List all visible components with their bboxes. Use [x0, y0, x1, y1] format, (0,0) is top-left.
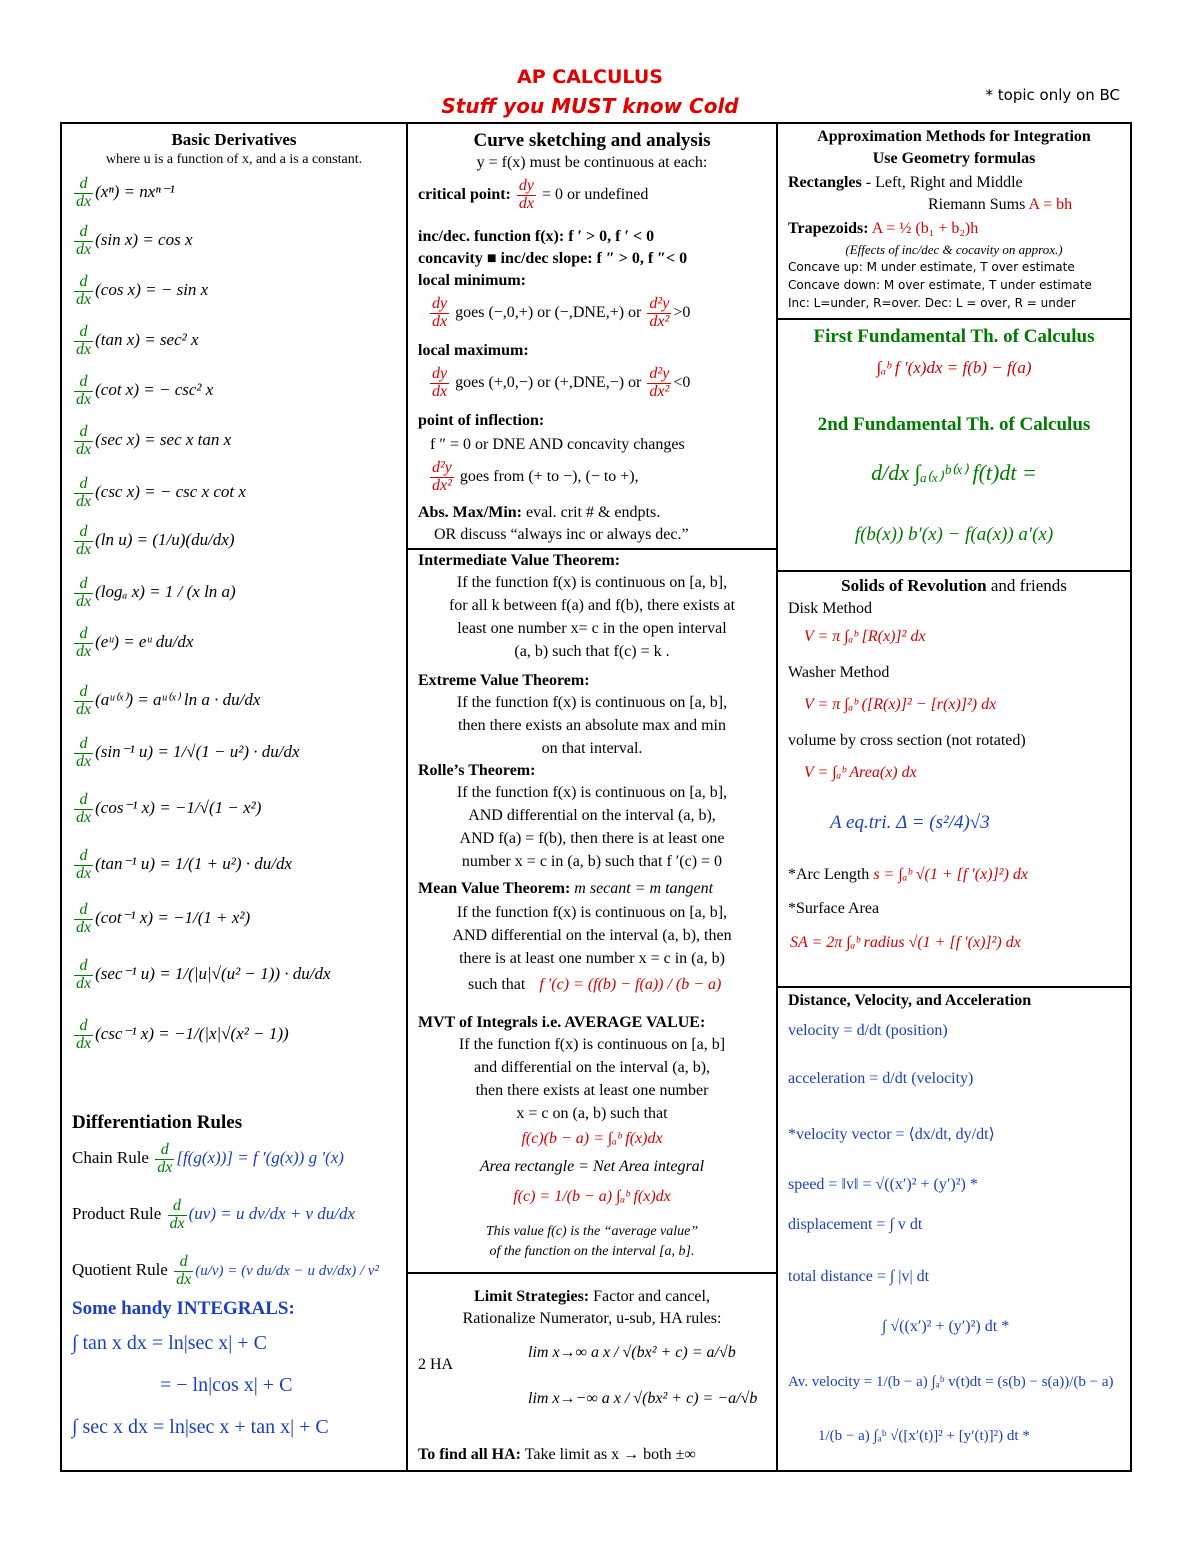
concavity: concavity ■ inc/dec slope: f ″ > 0, f ″< 0 — [418, 250, 688, 267]
concave-down: Concave down: M over estimate, T under estimate — [788, 278, 1092, 292]
riemann — [928, 196, 1130, 214]
chain-rule-label: Chain Rule — [72, 1148, 149, 1168]
cross-section-formula: V = ∫ₐᵇ Area(x) dx — [804, 764, 917, 781]
approx-sub: Use Geometry formulas — [872, 150, 1036, 167]
equilateral-triangle-formula: A eq.tri. Δ = (s²/4)√3 — [830, 812, 990, 833]
ivt-title: Intermediate Value Theorem: — [418, 552, 621, 569]
disk-label: Disk Method — [788, 600, 872, 617]
disk-formula: V = π ∫ₐᵇ [R(x)]² dx — [804, 628, 926, 645]
ftc1-formula: ∫ₐᵇ f ′(x)dx = f(b) − f(a) — [876, 358, 1032, 377]
theorem-line: If the function f(x) is continuous on [a, b] — [458, 1036, 726, 1053]
abs-max-label: Abs. Max/Min: — [418, 504, 522, 521]
ftc2-title: 2nd Fundamental Th. of Calculus — [817, 414, 1091, 435]
d-dx-operator: $\frac{d}{dx}$ — [76, 683, 92, 718]
riemann-formula: A = bh — [1028, 196, 1073, 213]
inc-dec-approx: Inc: L=under, R=over. Dec: L = over, R = under — [788, 296, 1076, 310]
d-dx-operator: $\frac{d}{dx}$ — [76, 523, 92, 558]
ftc2-formula-a: d/dx ∫ₐ₍ₓ₎ᵇ⁽ˣ⁾ f(t)dt = — [871, 460, 1037, 485]
theorem-line: AND differential on the interval (a, b), — [468, 807, 716, 824]
chain-rule-formula: [f(g(x))] = f ′(g(x)) g ′(x) — [176, 1148, 344, 1168]
derivative-formula: (csc x) = − csc x cot x — [95, 482, 246, 502]
curve-sketching-box — [406, 122, 778, 550]
product-rule-formula: (uv) = u dv/dx + v du/dx — [188, 1204, 356, 1224]
ftc1-title: First Fundamental Th. of Calculus — [813, 326, 1095, 347]
evt-title: Extreme Value Theorem: — [418, 672, 590, 689]
local-min-label: local minimum: — [418, 272, 526, 289]
critical-point-text: = 0 or undefined — [541, 185, 649, 203]
avg-formula-3: f(c) = 1/(b − a) ∫ₐᵇ f(x)dx — [513, 1188, 671, 1205]
critical-point-label: critical point: — [418, 185, 511, 203]
find-ha-text: Take limit as x → both ±∞ — [524, 1446, 696, 1463]
quotient-rule-formula: (u/v) = (v du/dx − u dv/dx) / v² — [195, 1263, 380, 1280]
derivative-formula: (xⁿ) = nxⁿ⁻¹ — [95, 182, 175, 202]
mvt-such — [468, 976, 776, 994]
theorem-line: number x = c in (a, b) such that f ′(c) = 0 — [461, 853, 723, 870]
speed: speed = ‖v‖ = √((x′)² + (y′)²) * — [788, 1176, 978, 1193]
washer-formula: V = π ∫ₐᵇ ([R(x)]² − [r(x)]²) dx — [804, 696, 997, 713]
solids-title-2: and friends — [990, 576, 1067, 595]
theorem-line: and differential on the interval (a, b), — [473, 1059, 711, 1076]
dva-title: Distance, Velocity, and Acceleration — [788, 992, 1032, 1009]
theorem-line: (a, b) such that f(c) = k . — [514, 643, 670, 660]
quotient-rule: Quotient Rule $\frac{d}{dx}$ (u/v) = (v du/dx − u dv/dx) / v² — [72, 1253, 380, 1288]
riemann-label: Riemann Sums — [928, 196, 1026, 213]
avg-note-1: This value f(c) is the “average value” — [485, 1224, 699, 1239]
inflection-text: f ″ = 0 or DNE AND concavity changes — [430, 436, 685, 453]
derivative-rule — [72, 736, 300, 771]
d-dx-operator: $\frac{d}{dx}$ — [76, 957, 92, 992]
derivative-rule — [72, 684, 260, 719]
solids-box — [776, 570, 1132, 988]
rect-text: - Left, Right and Middle — [865, 174, 1023, 191]
velocity: velocity = d/dt (position) — [788, 1022, 948, 1039]
surface-area-label: *Surface Area — [788, 900, 880, 917]
limit-formula-2: lim x→−∞ a x / √(bx² + c) = −a/√b — [528, 1390, 758, 1407]
limit-formula-1: lim x→∞ a x / √(bx² + c) = a/√b — [528, 1344, 736, 1361]
limit-title-2: Factor and cancel, — [593, 1288, 710, 1305]
d-dx-operator: $\frac{d}{dx}$ — [76, 373, 92, 408]
local-max-rule: $\frac{dy}{dx}$ goes (+,0,−) or (+,DNE,−) or $\frac{\text{d²y}}{\text{dx²}}$ <0 — [432, 365, 691, 400]
derivative-rule — [72, 424, 231, 459]
mvt-heading — [418, 880, 776, 898]
rolle-title: Rolle’s Theorem: — [418, 762, 536, 779]
d-dx-operator: $\frac{d}{dx}$ — [76, 323, 92, 358]
limit-title-line — [408, 1288, 776, 1306]
surface-area-formula: SA = 2π ∫ₐᵇ radius √(1 + [f ′(x)]²) dx — [790, 934, 1021, 951]
derivative-rule — [72, 274, 208, 309]
derivative-formula: (aᵘ⁽ˣ⁾) = aᵘ⁽ˣ⁾ ln a · du/dx — [95, 690, 261, 710]
d-dx-operator: $\frac{d}{dx}$ — [76, 223, 92, 258]
derivative-rule — [72, 958, 331, 993]
trapezoids — [788, 220, 1130, 238]
theorem-line: x = c on (a, b) such that — [516, 1105, 668, 1122]
derivative-formula: (ln u) = (1/u)(du/dx) — [95, 530, 235, 550]
product-rule: Product Rule $\frac{d}{dx}$ (uv) = u dv/dx + v du/dx — [72, 1197, 356, 1232]
velocity-vector: *velocity vector = ⟨dx/dt, dy/dt⟩ — [788, 1126, 995, 1143]
approx-title: Approximation Methods for Integration — [817, 128, 1091, 145]
d-dx-operator: $\frac{d}{dx}$ — [76, 901, 92, 936]
derivative-formula: (sin x) = cos x — [95, 230, 193, 250]
d-dx-operator: $\frac{d}{dx}$ — [76, 625, 92, 660]
abs-max-min — [418, 504, 776, 522]
derivative-rule — [72, 848, 292, 883]
avg-formula-1: f(c)(b − a) = ∫ₐᵇ f(x)dx — [521, 1130, 663, 1147]
d-dx-operator: $\frac{d}{dx}$ — [76, 273, 92, 308]
d-dx-operator: $\frac{d}{dx}$ — [76, 847, 92, 882]
trap-formula: A = ½ (b₁ + b₂)h — [871, 220, 979, 237]
ftc2-formula-b: f(b(x)) b′(x) − f(a(x)) a′(x) — [854, 524, 1054, 545]
concave-up: Concave up: M under estimate, T over estimate — [788, 260, 1075, 274]
derivative-rule — [72, 1018, 289, 1053]
derivative-rule — [72, 374, 213, 409]
theorem-line: If the function f(x) is continuous on [a, b], — [456, 574, 728, 591]
inc-dec-function: inc/dec. function f(x): f ′ > 0, f ′ < 0 — [418, 228, 655, 245]
chain-rule: Chain Rule $\frac{d}{dx}$ [f(g(x))] = f ′(g(x)) g ′(x) — [72, 1141, 344, 1176]
curve-title: Curve sketching and analysis — [473, 130, 711, 151]
integrals-title: Some handy INTEGRALS: — [72, 1298, 295, 1319]
distance-velocity-box — [776, 986, 1132, 1472]
basic-derivatives-title: Basic Derivatives — [171, 130, 297, 149]
theorem-line: If the function f(x) is continuous on [a, b], — [456, 694, 728, 711]
limit-title: Limit Strategies: — [474, 1288, 590, 1305]
derivative-rule — [72, 792, 261, 827]
solids-title: Solids of Revolution — [841, 576, 987, 595]
integral-sec: ∫ sec x dx = ln|sec x + tan x| + C — [72, 1416, 329, 1438]
rect-label: Rectangles — [788, 174, 862, 191]
avg-formula-2: Area rectangle = Net Area integral — [479, 1158, 705, 1175]
curve-subtitle: y = f(x) must be continuous at each: — [476, 154, 708, 171]
arc-length-label: *Arc Length — [788, 866, 870, 883]
product-rule-label: Product Rule — [72, 1204, 162, 1224]
derivative-formula: (cot x) = − csc² x — [95, 380, 214, 400]
local-min-rule: $\frac{dy}{dx}$ goes (−,0,+) or (−,DNE,+) or $\frac{\text{d²y}}{\text{dx²}}$ >0 — [432, 295, 691, 330]
trap-label: Trapezoids: — [788, 220, 869, 237]
derivative-rule — [72, 176, 175, 211]
integral-tan-alt: = − ln|cos x| + C — [160, 1374, 293, 1396]
inflection-goes: goes from (+ to −), (− to +), — [459, 467, 639, 485]
abs-max-text: eval. crit # & endpts. — [526, 504, 661, 521]
avg-note-2: of the function on the interval [a, b]. — [489, 1244, 695, 1259]
limit-line-2: Rationalize Numerator, u-sub, HA rules: — [462, 1310, 722, 1327]
derivative-formula: (tan x) = sec² x — [95, 330, 199, 350]
derivative-formula: (cos⁻¹ x) = −1/√(1 − x²) — [95, 798, 262, 818]
theorem-line: If the function f(x) is continuous on [a, b], — [456, 784, 728, 801]
derivative-rule — [72, 324, 199, 359]
derivative-rule — [72, 626, 193, 661]
mvt-such-text: such that — [468, 976, 526, 993]
inflection-label: point of inflection: — [418, 412, 545, 429]
derivative-formula: (eᵘ) = eᵘ du/dx — [95, 632, 194, 652]
abs-max-or: OR discuss “always inc or always dec.” — [434, 526, 689, 543]
avg-title: MVT of Integrals i.e. AVERAGE VALUE: — [418, 1014, 706, 1031]
theorem-line: then there exists at least one number — [475, 1082, 709, 1099]
d-dx-operator: $\frac{d}{dx}$ — [76, 1017, 92, 1052]
displacement: displacement = ∫ v dt — [788, 1216, 923, 1233]
rectangles — [788, 174, 1130, 192]
acceleration: acceleration = d/dt (velocity) — [788, 1070, 974, 1087]
d-dx-operator: $\frac{d}{dx}$ — [76, 575, 92, 610]
theorem-line: AND differential on the interval (a, b), then — [452, 927, 732, 944]
theorem-line: If the function f(x) is continuous on [a, b], — [456, 904, 728, 921]
page-title: AP CALCULUS — [517, 66, 663, 88]
derivative-rule — [72, 476, 246, 511]
derivative-rule — [72, 224, 193, 259]
topic-note: * topic only on BC — [985, 86, 1120, 104]
theorem-line: there is at least one number x = c in (a, b) — [459, 950, 725, 967]
basic-derivatives-box — [60, 122, 408, 1472]
d-dx-operator: $\frac{d}{dx}$ — [76, 475, 92, 510]
local-max-text: goes (+,0,−) or (+,DNE,−) or — [455, 373, 642, 391]
quotient-rule-label: Quotient Rule — [72, 1260, 168, 1280]
find-ha-label: To find all HA: — [418, 1446, 521, 1463]
d-dx-operator: $\frac{d}{dx}$ — [76, 423, 92, 458]
find-ha — [418, 1446, 776, 1464]
arc-length — [788, 866, 1130, 884]
theorem-line: for all k between f(a) and f(b), there exists at — [448, 597, 736, 614]
derivative-rule — [72, 576, 236, 611]
derivative-formula: (sec x) = sec x tan x — [95, 430, 232, 450]
derivative-formula: (logₐ x) = 1 / (x ln a) — [95, 582, 236, 602]
critical-point: critical point: $\frac{dy}{dx}$ = 0 or undefined — [418, 177, 649, 212]
theorem-line: least one number x= c in the open interval — [457, 620, 727, 637]
solids-heading — [778, 576, 1130, 596]
derivative-formula: (cot⁻¹ x) = −1/(1 + x²) — [95, 908, 251, 928]
d-dx-operator: $\frac{d}{dx}$ — [76, 791, 92, 826]
basic-derivatives-subtitle: where u is a function of x, and a is a constant. — [105, 152, 363, 167]
washer-label: Washer Method — [788, 664, 890, 681]
theorem-line: then there exists an absolute max and min — [458, 717, 726, 734]
arc-length-formula: s = ∫ₐᵇ √(1 + [f ′(x)]²) dx — [873, 866, 1028, 883]
theorem-line: on that interval. — [541, 740, 643, 757]
d-dx-operator: $\frac{d}{dx}$ — [76, 735, 92, 770]
total-distance: total distance = ∫ |v| dt — [788, 1268, 930, 1285]
local-min-text: goes (−,0,+) or (−,DNE,+) or — [455, 303, 642, 321]
ftc-box — [776, 318, 1132, 572]
derivative-rule — [72, 902, 250, 937]
approximation-box — [776, 122, 1132, 320]
theorem-line: AND f(a) = f(b), then there is at least one — [459, 830, 725, 847]
mvt-formula: f ′(c) = (f(b) − f(a)) / (b − a) — [539, 976, 722, 993]
theorems-box — [406, 548, 778, 1274]
diff-rules-title: Differentiation Rules — [72, 1112, 243, 1133]
local-max-end: <0 — [673, 373, 691, 391]
average-speed: 1/(b − a) ∫ₐᵇ √([x′(t)]² + [y′(t)]²) dt * — [818, 1428, 1030, 1444]
integral-tan: ∫ tan x dx = ln|sec x| + C — [72, 1332, 267, 1354]
page-subtitle: Stuff you MUST know Cold — [441, 94, 739, 118]
mvt-title: Mean Value Theorem: — [418, 880, 571, 897]
limit-strategies-box — [406, 1272, 778, 1472]
effects-note: (Effects of inc/dec & cocavity on approx.) — [845, 242, 1063, 257]
cross-section-label: volume by cross section (not rotated) — [788, 732, 1026, 749]
derivative-formula: (tan⁻¹ u) = 1/(1 + u²) · du/dx — [95, 854, 293, 874]
inflection-rule: $\frac{\text{d²y}}{\text{dx²}}$ goes from (+ to −), (− to +), — [432, 459, 639, 494]
d-dx-operator: $\frac{d}{dx}$ — [76, 175, 92, 210]
limit-2ha: 2 HA — [418, 1356, 454, 1373]
derivative-formula: (cos x) = − sin x — [95, 280, 209, 300]
mvt-sub: m secant = m tangent — [574, 880, 714, 897]
derivative-formula: (sec⁻¹ u) = 1/(|u|√(u² − 1)) · du/dx — [95, 964, 331, 984]
local-max-label: local maximum: — [418, 342, 529, 359]
arc-length-parametric: ∫ √((x′)² + (y′)²) dt * — [882, 1318, 1010, 1335]
derivative-rule — [72, 524, 235, 559]
derivative-formula: (sin⁻¹ u) = 1/√(1 − u²) · du/dx — [95, 742, 300, 762]
local-min-end: >0 — [673, 303, 691, 321]
derivative-formula: (csc⁻¹ x) = −1/(|x|√(x² − 1)) — [95, 1024, 289, 1044]
average-velocity: Av. velocity = 1/(b − a) ∫ₐᵇ v(t)dt = (s(b) − s(a))/(b − a) — [788, 1374, 1114, 1390]
